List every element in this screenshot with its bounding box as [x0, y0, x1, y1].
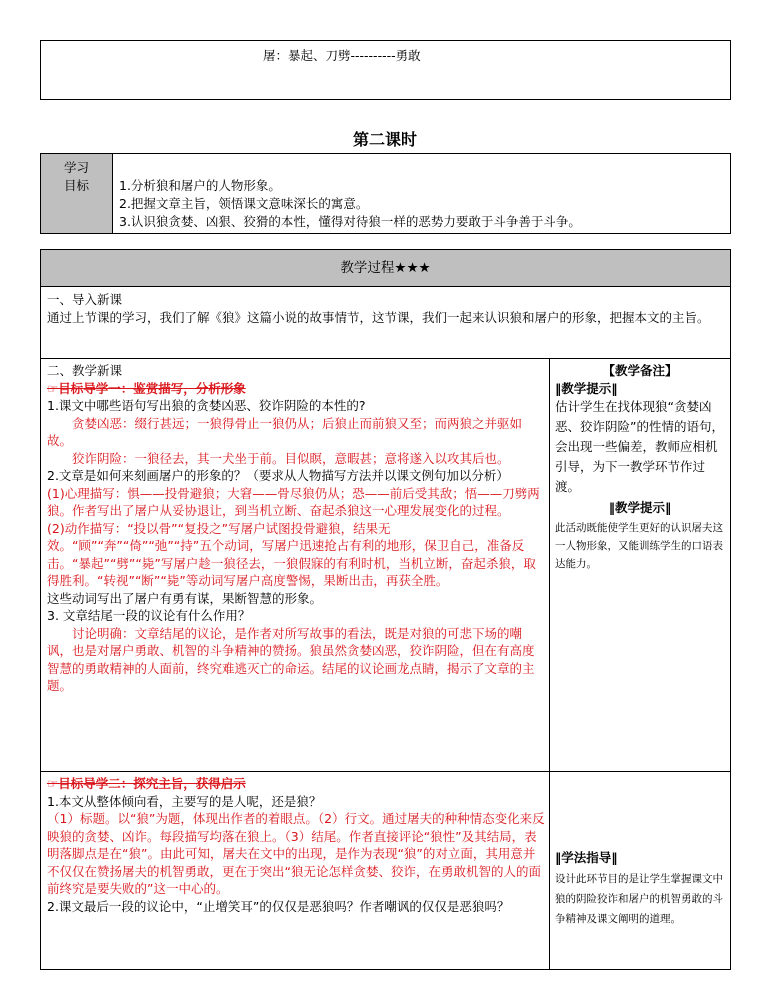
- question-1: 1.课文中哪些语句写出狼的贪婪凶恶、狡诈阴险的本性的?: [47, 398, 366, 413]
- answer-2-2: (2)动作描写：“投以骨”“复投之”写屠户试图投骨避狼，结果无效。“顾”“奔”“倚”“弛”“持”五个动词，写屠户迅速抢占有利的地形，保卫自己，准备反击。“暴起”“劈”“毙”写屠户趁一狼径去，一狼假寐的有利时机，当机立断，奋起杀狼，取得胜利。“转视”“断”“毙”等动词写屠户高度警惕，果断出击，再获全胜。: [47, 520, 536, 588]
- goal2-question-1: 1.本文从整体倾向看，主要写的是人呢，还是狼？: [47, 793, 322, 809]
- new-lesson-heading: 二、教学新课: [47, 363, 123, 378]
- question-2: 2.文章是如何来刻画屠户的形象的？（要求从人物描写方法并以课文例句加以分析）: [47, 468, 509, 483]
- process-header: 教学过程★★★: [41, 250, 730, 287]
- side-notes-1: [555, 362, 725, 573]
- goal1-title: ☞目标导学一：鉴赏描写，分析形象: [47, 380, 246, 396]
- answer-2-3: 这些动词写出了屠户有勇有谋，果断智慧的形象。: [47, 590, 323, 606]
- process-table: [40, 249, 731, 970]
- teaching-tip-label: ‖教学提示‖: [608, 500, 672, 515]
- answer-2-1: (1)心理描写：惧——投骨避狼；大窘——骨尽狼仍从；恐——前后受其敌；悟——刀劈两狼。作者写出了屠户从妥协退让，到当机立断、奋起杀狼这一心理发展变化的过程。: [47, 485, 540, 518]
- study-guide-text: 设计此环节目的是让学生掌握课文中狼的阴险狡诈和屠户的机智勇敢的斗争精神及课文阐明的道理。: [555, 873, 723, 925]
- answer-3: 讨论明确：文章结尾的议论，是作者对所写故事的看法，既是对狼的可悲下场的嘲讽，也是对屠户勇敢、机智的斗争精神的赞扬。狼虽然贪婪凶恶，狡诈阴险，但在有高度智慧的勇敢精神的人面前，终究难逃灭亡的命运。结尾的议论画龙点睛，揭示了文章的主题。: [47, 625, 535, 693]
- teaching-tip-text: 估计学生在找体现狼“贪婪凶恶、狡诈阴险”的性情的语句，会出现一些偏差，教师应相机引导，为下一教学环节作过渡。: [555, 399, 724, 494]
- objective-item: 1.分析狼和屠户的人物形象。: [119, 178, 281, 193]
- teaching-tip-label: ‖教学提示‖: [555, 380, 618, 396]
- side-notes-2: [555, 849, 725, 929]
- row-divider: [41, 771, 730, 772]
- column-divider: [549, 358, 550, 969]
- new-lesson-cell: [47, 362, 545, 695]
- top-answer-box: [40, 40, 731, 100]
- goal2-question-2: 2.课文最后一段的议论中，“止增笑耳”的仅仅是恶狼吗？作者嘲讽的仅仅是恶狼吗？: [47, 898, 510, 914]
- intro-cell: [47, 291, 723, 326]
- study-guide-label: ‖学法指导‖: [555, 850, 618, 865]
- objective-item: 2.把握文章主旨，领悟课文意味深长的寓意。: [119, 196, 369, 211]
- goal2-title: ☞目标导学二：探究主旨，获得启示: [47, 776, 246, 791]
- objectives-list: [119, 177, 581, 231]
- top-answer-text: 屠：暴起、刀劈----------勇敢: [263, 48, 421, 63]
- objectives-table: [40, 153, 731, 234]
- answer-1-1: 贪婪凶恶：缀行甚远；一狼得骨止一狼仍从；后狼止而前狼又至；而两狼之并驱如故。: [47, 415, 523, 448]
- side-notes-title: 【教学备注】: [602, 363, 678, 378]
- intro-heading: 一、导入新课: [47, 292, 123, 307]
- answer-1-2: 狡诈阴险：一狼径去，其一犬坐于前。目似瞑，意暇甚；意将遂入以攻其后也。: [72, 450, 510, 466]
- goal2-answer-1: （1）标题。以“狼”为题，体现出作者的着眼点。（2）行文。通过屠夫的种种情态变化来反映狼的贪婪、凶诈。每段描写均落在狼上。（3）结尾。作者直接评论“狼性”及其结局，表明落脚点是在“狼”。由此可知，屠夫在文中的出现，是作为表现“狼”的对立面，其用意并不仅仅在赞扬屠夫的机智勇敢，更在于突出“狼无论怎样贪婪、狡诈，在勇敢机智的人的面前终究是要失败的”这一中心的。: [47, 811, 545, 896]
- section-title: 第二课时: [352, 130, 417, 149]
- objective-item: 3.认识狼贪婪、凶狠、狡猾的本性，懂得对待狼一样的恶势力要敢于斗争善于斗争。: [119, 214, 581, 229]
- question-3: 3. 文章结尾一段的议论有什么作用？: [47, 608, 251, 623]
- row-divider: [41, 358, 730, 359]
- intro-text: 通过上节课的学习，我们了解《狼》这篇小说的故事情节，这节课，我们一起来认识狼和屠户的形象，把握本文的主旨。: [47, 309, 710, 325]
- objectives-label: 学习 目标: [41, 154, 113, 233]
- goal2-cell: [47, 775, 545, 915]
- teaching-tip-text: 此活动既能使学生更好的认识屠夫这一人物形象，又能训练学生的口语表达能力。: [555, 521, 723, 570]
